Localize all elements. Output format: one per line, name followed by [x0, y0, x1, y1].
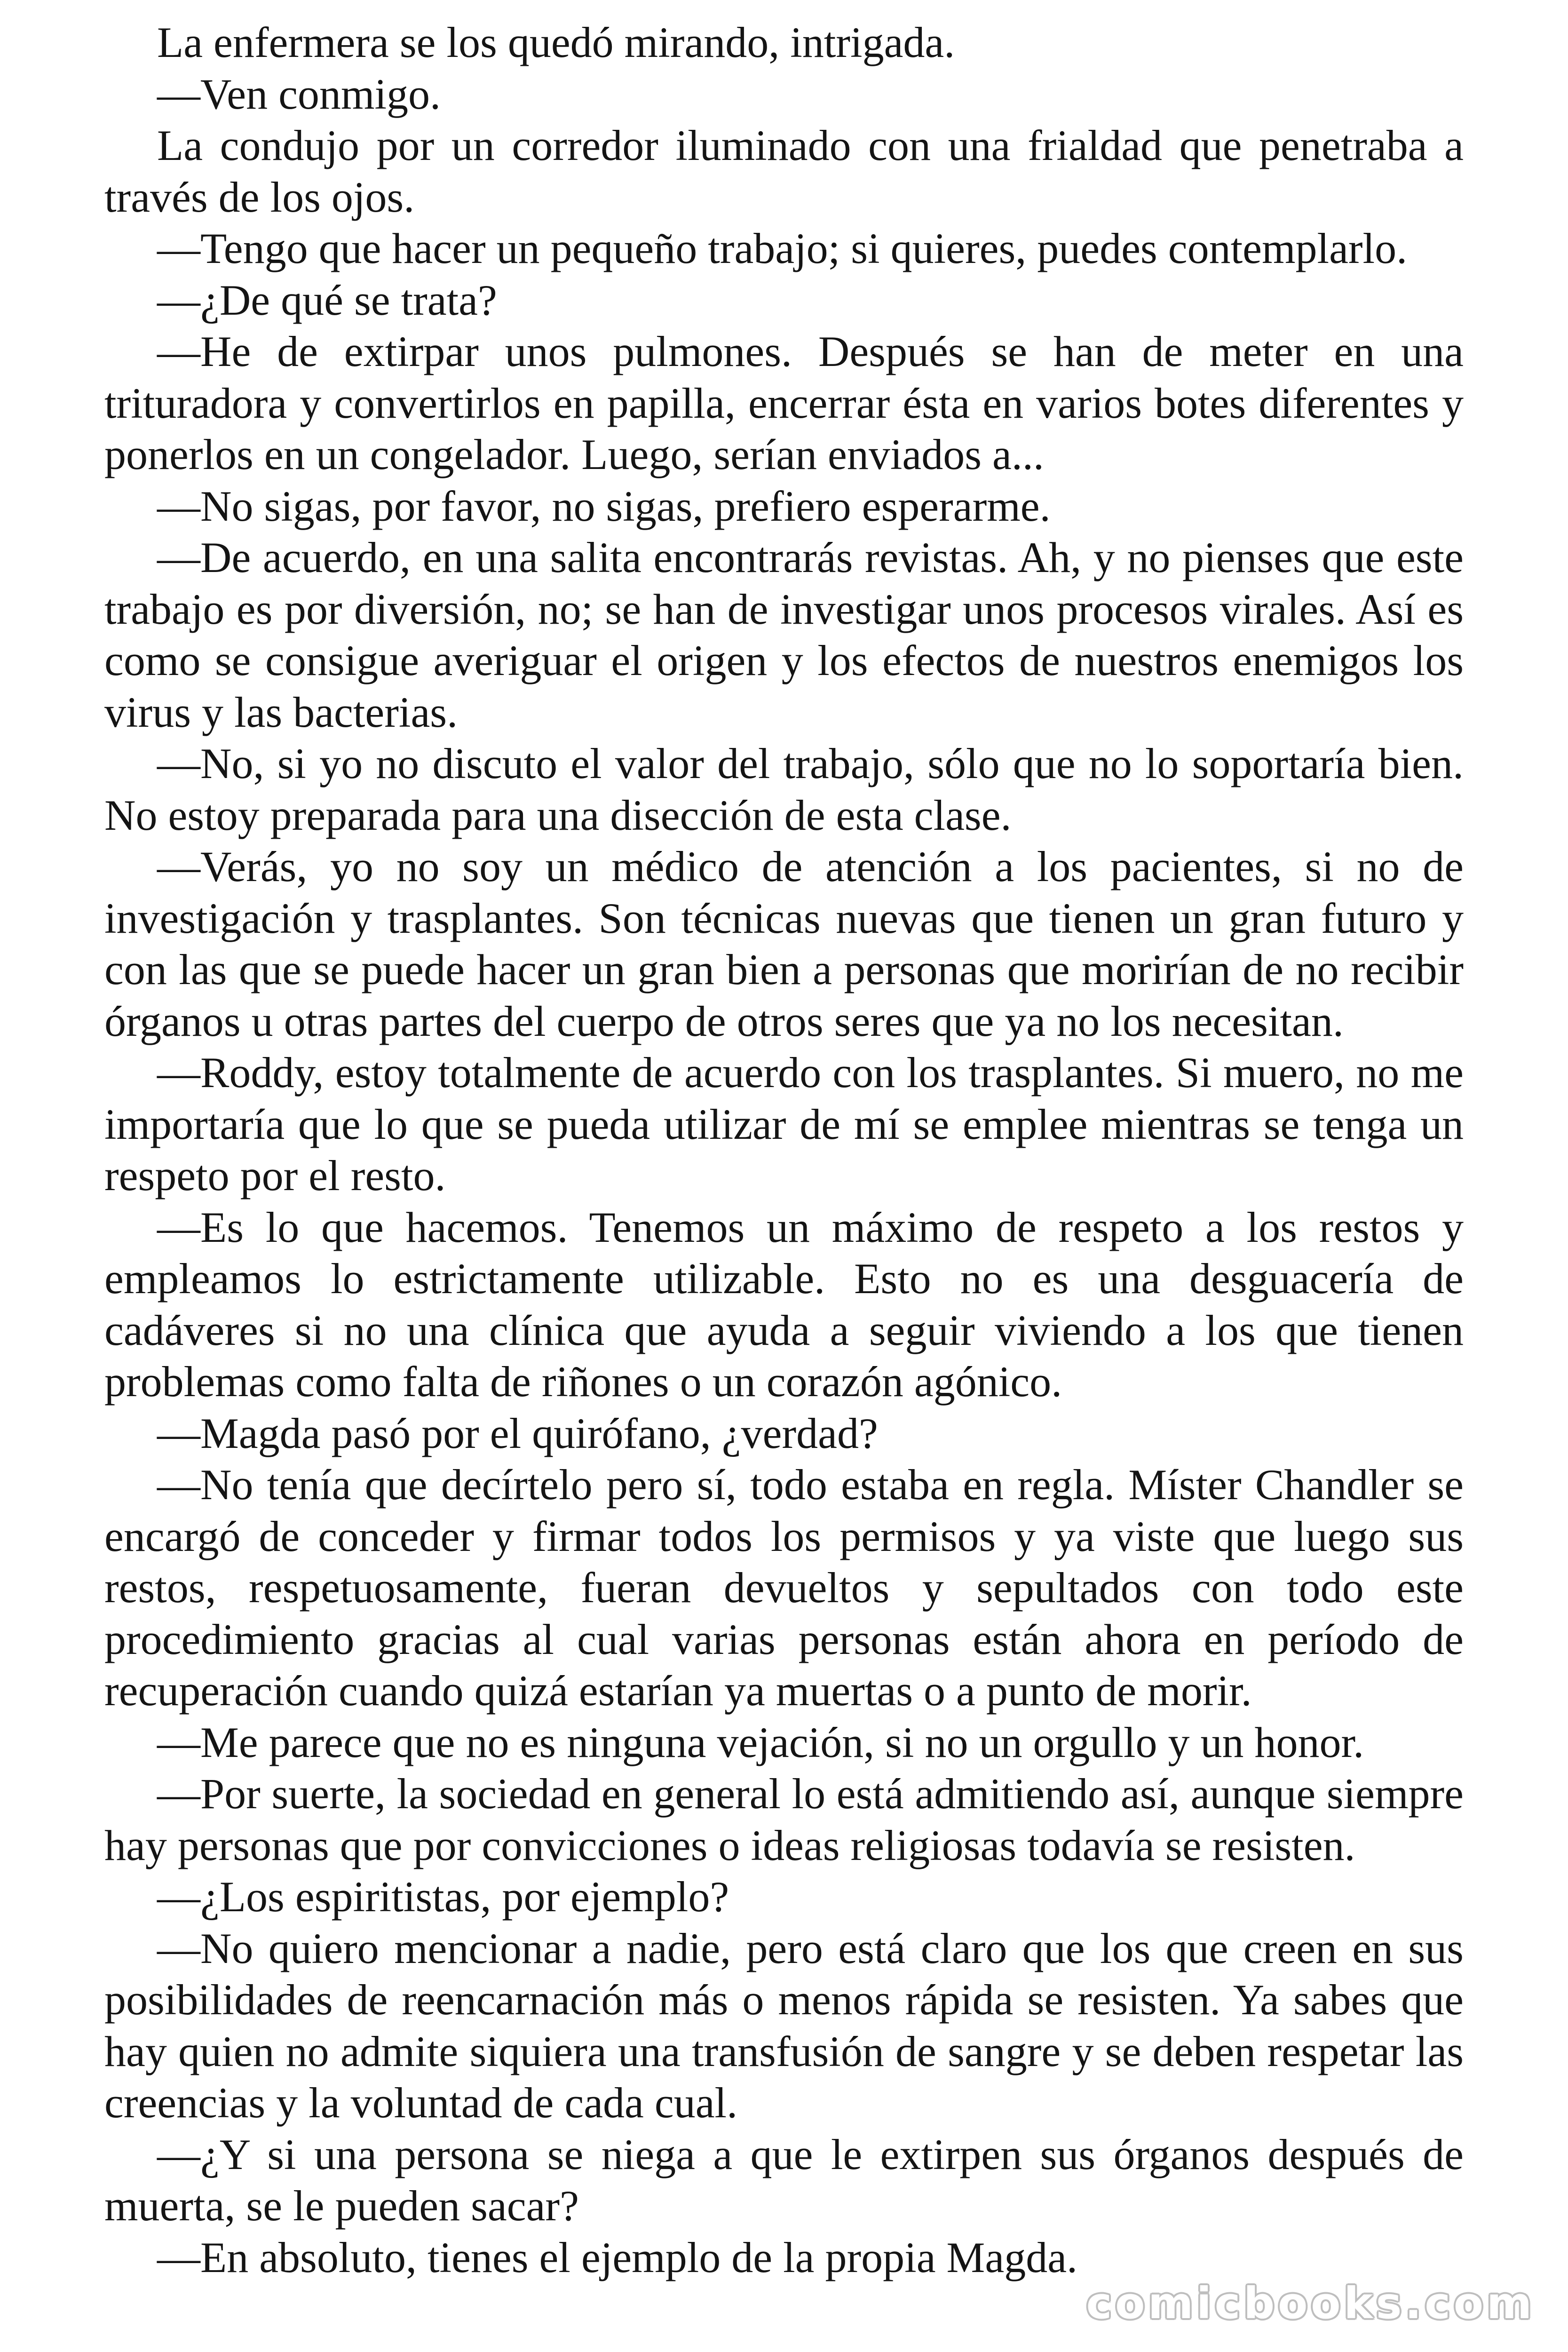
- page-body: [104, 17, 1464, 2283]
- paragraph-11: —Roddy, estoy totalmente de acuerdo con los trasplantes. Si muero, no me importaría que lo que se pueda utilizar de mí se emplee mientras se tenga un respeto por el resto.: [104, 1049, 1464, 1200]
- paragraph-20: —En absoluto, tienes el ejemplo de la propia Magda.: [157, 2233, 1078, 2281]
- paragraph-2: —Ven conmigo.: [157, 70, 441, 118]
- paragraph-9: —No, si yo no discuto el valor del trabajo, sólo que no lo soportaría bien. No estoy preparada para una disección de esta clase.: [104, 739, 1464, 839]
- paragraph-12: —Es lo que hacemos. Tenemos un máximo de respeto a los restos y empleamos lo estrictamente utilizable. Esto no es una desguacería de cadáveres si no una clínica que ayuda a seguir viviendo a los que tienen problemas como falta de riñones o un corazón agónico.: [104, 1203, 1464, 1406]
- paragraph-14: —No tenía que decírtelo pero sí, todo estaba en regla. Míster Chandler se encargó de conceder y firmar todos los permisos y ya viste que luego sus restos, respetuosamente, fueran devueltos y sepultados con todo este procedimiento gracias al cual varias personas están ahora en período de recuperación cuando quizá estarían ya muertas o a punto de morir.: [104, 1461, 1464, 1715]
- paragraph-3: La condujo por un corredor iluminado con una frialdad que penetraba a través de los ojos.: [104, 121, 1464, 221]
- paragraph-18: —No quiero mencionar a nadie, pero está claro que los que creen en sus posibilidades de reencarnación más o menos rápida se resisten. Ya sabes que hay quien no admite siquiera una transfusión de sangre y se deben respetar las creencias y la voluntad de cada cual.: [104, 1924, 1464, 2127]
- paragraph-1: La enfermera se los quedó mirando, intrigada.: [157, 18, 955, 66]
- paragraph-8: —De acuerdo, en una salita encontrarás revistas. Ah, y no pienses que este trabajo es por diversión, no; se han de investigar unos procesos virales. Así es como se consigue averiguar el origen y los efectos de nuestros enemigos los virus y las bacterias.: [104, 533, 1464, 736]
- paragraph-10: —Verás, yo no soy un médico de atención a los pacientes, si no de investigación y trasplantes. Son técnicas nuevas que tienen un gran futuro y con las que se puede hacer un gran bien a personas que morirían de no recibir órganos u otras partes del cuerpo de otros seres que ya no los necesitan.: [104, 842, 1464, 1045]
- paragraph-15: —Me parece que no es ninguna vejación, si no un orgullo y un honor.: [157, 1718, 1364, 1766]
- paragraph-5: —¿De qué se trata?: [157, 276, 497, 324]
- paragraph-16: —Por suerte, la sociedad en general lo está admitiendo así, aunque siempre hay personas que por convicciones o ideas religiosas todavía se resisten.: [104, 1770, 1464, 1869]
- watermark: comicbooks.com: [1086, 2278, 1535, 2328]
- paragraph-17: —¿Los espiritistas, por ejemplo?: [157, 1873, 729, 1921]
- paragraph-6: —He de extirpar unos pulmones. Después se han de meter en una trituradora y convertirlos en papilla, encerrar ésta en varios botes diferentes y ponerlos en un congelador. Luego, serían enviados a...: [104, 327, 1464, 478]
- paragraph-19: —¿Y si una persona se niega a que le extirpen sus órganos después de muerta, se le pueden sacar?: [104, 2130, 1464, 2230]
- paragraph-13: —Magda pasó por el quirófano, ¿verdad?: [157, 1409, 878, 1457]
- paragraph-7: —No sigas, por favor, no sigas, prefiero esperarme.: [157, 482, 1051, 530]
- paragraph-4: —Tengo que hacer un pequeño trabajo; si quieres, puedes contemplarlo.: [157, 224, 1408, 272]
